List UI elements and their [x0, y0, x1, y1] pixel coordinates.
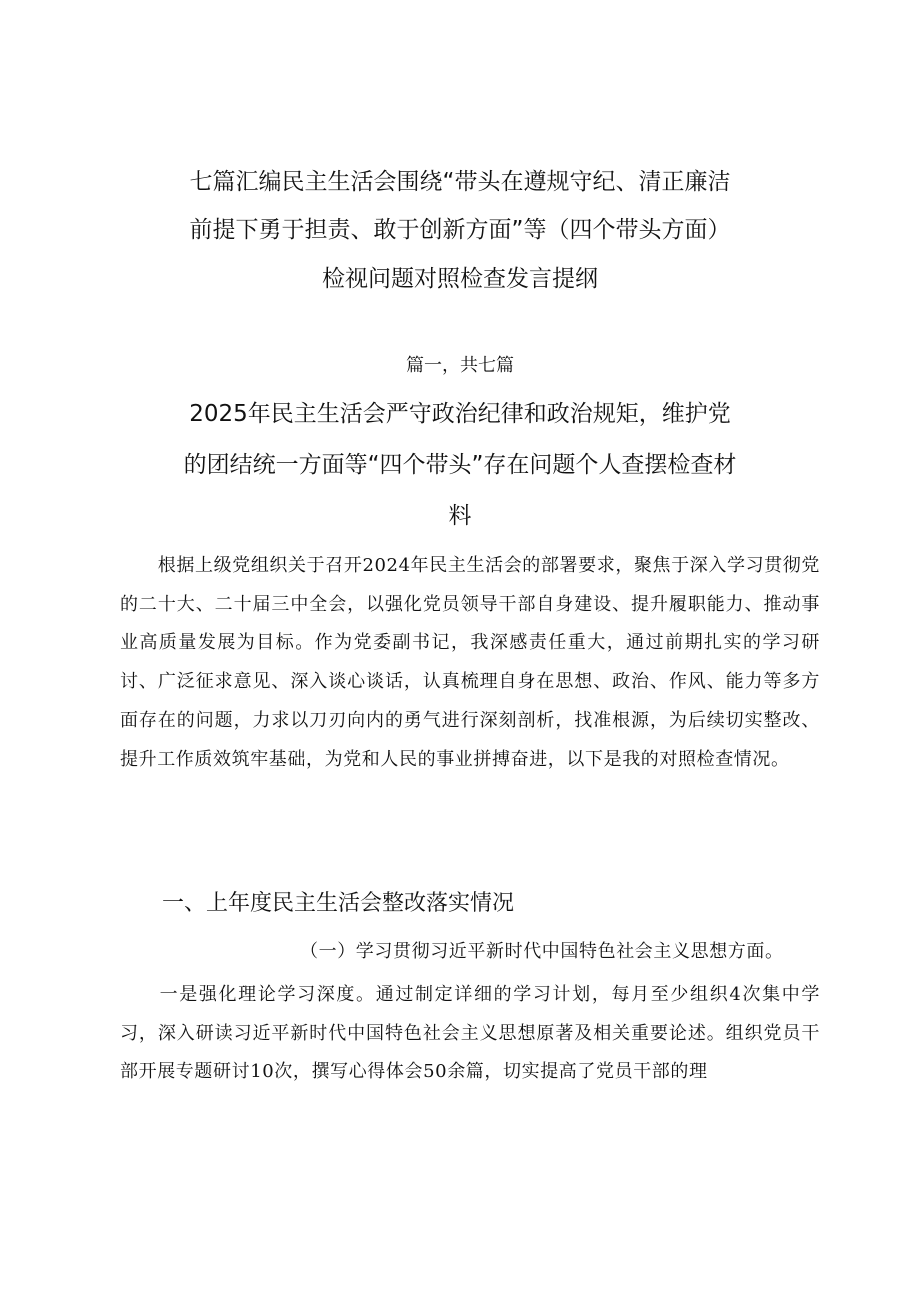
body-paragraph-block	[120, 976, 820, 1092]
article-title-line-2: 的团结统一方面等“四个带头”存在问题个人查摆检查材	[183, 452, 737, 478]
document-title-line-1: 七篇汇编民主生活会围绕“带头在遵规守纪、清正廉洁	[189, 169, 731, 195]
sub-heading: （一）学习贯彻习近平新时代中国特色社会主义思想方面。	[300, 941, 784, 962]
article-title-line-3: 料	[448, 503, 472, 529]
document-subtitle: 篇一，共七篇	[406, 355, 514, 376]
document-title-line-2: 前提下勇于担责、敢于创新方面”等（四个带头方面）	[189, 217, 731, 243]
body-paragraph: 一是强化理论学习深度。通过制定详细的学习计划，每月至少组织4次集中学习，深入研读习近平新时代中国特色社会主义思想原著及相关重要论述。组织党员干部开展专题研讨10次，撰写心得体会50余篇，切实提高了党员干部的理	[120, 984, 820, 1083]
document-title-line-3: 检视问题对照检查发言提纲	[322, 266, 598, 292]
intro-paragraph-block	[120, 547, 820, 779]
intro-paragraph: 根据上级党组织关于召开2024年民主生活会的部署要求，聚焦于深入学习贯彻党的二十大、二十届三中全会，以强化党员领导干部自身建设、提升履职能力、推动事业高质量发展为目标。作为党委副书记，我深感责任重大，通过前期扎实的学习研讨、广泛征求意见、深入谈心谈话，认真梳理自身在思想、政治、作风、能力等多方面存在的问题，力求以刀刃向内的勇气进行深刻剖析，找准根源，为后续切实整改、提升工作质效筑牢基础，为党和人民的事业拼搏奋进，以下是我的对照检查情况。	[120, 555, 820, 770]
article-title-line-1: 2025年民主生活会严守政治纪律和政治规矩，维护党	[189, 401, 731, 427]
section-heading: 一、上年度民主生活会整改落实情况	[162, 891, 515, 916]
